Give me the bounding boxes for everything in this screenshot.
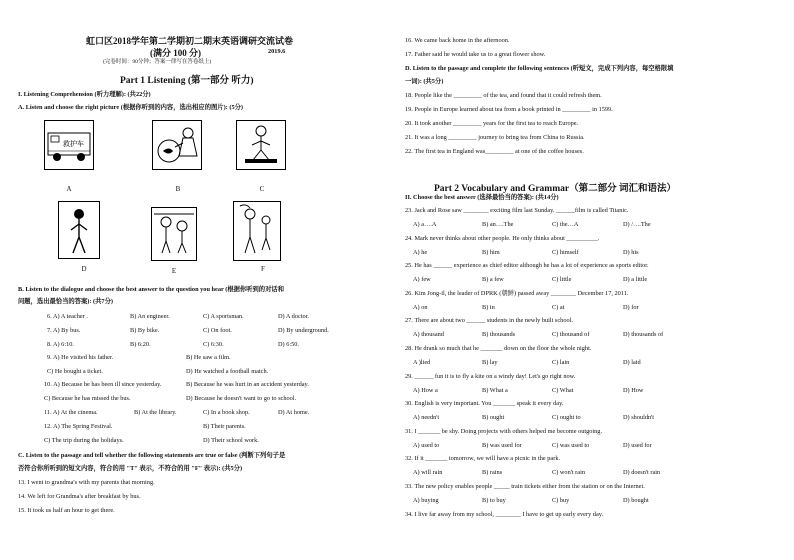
q9-option-c: C) He bought a ticket. [47,368,103,375]
question-30-option-d: D) shouldn't [623,414,655,422]
picture-label-b: B [175,185,181,193]
question-23-option-d: D) /….The [623,221,651,228]
q6-option-d: D) A doctor. [278,313,309,320]
picture-label-f: F [261,265,265,273]
q11-option-d: D) At home. [278,409,310,416]
q9-option-a: 9. A) He visited his father. [47,354,114,361]
q12-option-a: 12. A) The Spring Festival. [44,423,113,430]
question-24-option-d: D) his [623,248,639,256]
exam-date: 2019.6 [268,48,286,55]
q9-option-b: B) He saw a film. [186,354,231,361]
family-shopping-illustration [234,202,280,260]
section-b-instruction-2: 问题，选出最恰当的答案): (共7分) [18,298,113,305]
sentence-21: 21. It was a long _________ journey to bring tea from China to Russia. [405,134,585,141]
question-23-option-a: A) a….A [413,221,437,228]
question-32-option-d: D) doesn't rain [623,469,661,477]
section-d-instruction-1: D. Listen to the passage and complete the following sentences (听短文，完成下列内容，每空格限填 [405,65,674,72]
section-d-instruction-2: 一词): (共5分) [405,78,444,85]
q7-option-c: C) On foot. [203,327,232,334]
question-29-option-a: A) How a [413,386,438,394]
question-33-option-d: D) bought [623,497,649,504]
q11-option-b: B) At the library. [134,409,177,416]
picture-d [58,201,100,259]
statement-13: 13. I went to grandma's with my parents that morning. [18,479,155,486]
q10-option-c: C) Because he has missed the bus. [44,395,131,402]
question-23-option-b: B) an….The [482,221,514,228]
question-27-option-c: C) thousand of [552,331,590,339]
question-30-option-b: B) ought [482,414,505,422]
question-31-option-c: C) was used to [552,441,590,449]
q11-option-c: C) In a book shop. [203,409,250,416]
question-25-option-c: C) little [552,276,572,284]
question-25-option-a: A) few [413,276,431,284]
q6-option-b: B) An engineer. [130,313,170,320]
question-30-option-a: A) needn't [413,414,440,422]
question-30: 30. English is very important. You _______ speak it every day. [405,400,564,408]
question-28-option-d: D) laid [623,359,641,366]
statement-15: 15. It took us half an hour to get there. [18,507,115,514]
question-32-option-c: C) won't rain [552,469,585,477]
exam-title: 虹口区2018学年第二学期初二期末英语调研交流试卷 [86,36,294,46]
question-29: 29. ______ fun it is to fly a kite on a windy day! Let's go right now. [405,372,576,380]
question-25: 25. He has ______ experience as chief editor although he has a lot of experience as sports editor. [405,262,649,270]
question-31-option-b: B) was used for [482,441,522,449]
question-27-option-a: A) thousand [413,331,444,339]
sentence-22: 22. The first tea in England was_________ at one of the coffee houses. [405,148,584,155]
section-c-instruction-1: C. Listen to the passage and tell whether the following statements are true or false (判断下列句子是 [18,452,286,459]
section-b-instruction-1: B. Listen to the dialogue and choose the best answer to the question you hear (根据你听到的对话和 [18,286,284,293]
picture-a [44,120,94,170]
question-33-option-b: B) to buy [482,497,506,504]
question-28-option-a: A )lied [413,359,431,366]
q12-option-d: D) Their school work. [203,437,259,444]
question-26-option-b: B) in [482,303,495,311]
question-33-option-a: A) buying [413,497,439,504]
picture-label-c: C [259,185,265,193]
q8-option-a: 8. A) 6:10. [47,341,74,348]
sentence-19: 19. People in Europe learned about tea from a book printed in _________ in 1599. [405,106,613,113]
statement-16: 16. We came back home in the afternoon. [405,37,510,44]
q7-option-d: D) By underground. [278,327,329,334]
question-32-option-b: B) rains [482,469,503,477]
question-23-option-c: C) the…A [552,221,579,228]
section-ii-heading: II. Choose the best answer (选择最恰当的答案): (共14分) [405,194,559,201]
q9-option-d: D) He watched a football match. [186,368,269,375]
question-34: 34. I live far away from my school, ________ I have to get up early every day. [405,511,604,518]
question-28-option-c: C) lain [552,359,570,366]
picture-label-d: D [81,265,87,273]
q7-option-b: B) By bike. [130,327,160,334]
q6-option-a: 6. A) A teacher . [47,313,88,320]
sentence-18: 18. People like the _________ of the tea, and found that it could refresh them. [405,92,602,99]
question-29-option-c: C) What [552,386,574,394]
question-27: 27. There are about two ______ students in the newly built school. [405,317,573,325]
question-28: 28. He drank so much that he _______ down on the floor the whole night. [405,345,592,352]
q12-option-c: C) The trip during the holidays. [44,437,124,444]
question-25-option-d: D) a little [623,276,648,284]
question-33: 33. The new policy enables people _____ train tickets either from the station or on the Internet. [405,483,645,490]
part2-heading: Part 2 Vocabulary and Grammar（第二部分 词汇和语法） [434,184,676,194]
picture-b [152,120,202,170]
question-25-option-b: B) a few [482,276,504,284]
q10-option-d: D) Because he doesn't want to go to school. [186,395,297,402]
children-playing-illustration [152,208,196,260]
question-33-option-c: C) buy [552,497,570,504]
q8-option-c: C) 6:30. [203,341,224,348]
q10-option-b: B) Because he was hurt in an accident yesterday. [186,381,309,388]
section-a-instruction: A. Listen and choose the right picture (根据你听到的内容，选出相应的图片): (5分) [18,104,243,111]
q7-option-a: 7. A) By bus. [47,327,81,334]
question-31-option-d: D) used for [623,441,652,449]
question-26-option-a: A) on [413,303,428,311]
picture-label-e: E [171,267,177,275]
question-29-option-d: D) How [623,386,644,394]
question-24: 24. Mark never thinks about other people. He only thinks about __________. [405,234,600,242]
question-27-option-d: D) thousands of [623,331,664,339]
boy-sitting-illustration [237,121,285,169]
question-24-option-a: A) he [413,248,428,256]
q10-option-a: 10. A) Because he has been ill since yesterday. [44,381,162,388]
question-31-option-a: A) used to [413,441,440,449]
ambulance-sign-text: 救护车 [63,140,84,148]
q8-option-b: B) 6:20. [130,341,151,348]
ambulance-illustration [45,121,93,169]
statement-17: 17. Father said he would take us to a great flower show. [405,51,546,58]
fishbowl-girl-illustration [153,121,201,169]
q8-option-d: D) 6:50. [278,341,299,348]
question-32: 32. If it _______ tomorrow, we will have a picnic in the park. [405,455,561,463]
question-31: 31. I _______ be shy. Doing projects with others helped me become outgoing. [405,427,603,435]
injured-person-illustration [59,202,99,258]
section-i-heading: I. Listening Comprehension (听力理解): (共22分) [18,91,151,98]
exam-note: (完卷时间：90分钟；答案一律写在答卷纸上) [103,59,212,65]
picture-c [236,120,286,170]
question-23: 23. Jack and Rose saw ________ exciting film last Sunday. ______film is called Titanic. [405,207,629,214]
question-29-option-b: B) What a [482,386,508,394]
question-30-option-c: C) ought to [552,414,581,422]
picture-f [233,201,281,261]
question-24-option-c: C) himself [552,248,579,256]
picture-e [151,207,197,261]
full-score: (满分 100 分) [150,48,201,58]
question-28-option-b: B) lay [482,359,498,366]
picture-label-a: A [66,185,72,193]
section-c-instruction-2: 否符合你所听到的短文内容，符合的用 "T" 表示，不符合的用 "F" 表示): (共5分) [18,465,243,472]
question-32-option-a: A) will rain [413,469,443,477]
sentence-20: 20. It took another _________ years for the first tea to reach Europe. [405,120,579,127]
part1-heading: Part 1 Listening (第一部分 听力) [120,76,254,86]
question-26: 26. Kim Jong-il, the leader of DPRK (朝鲜) passed away ________ December 17, 2011. [405,289,629,297]
question-24-option-b: B) him [482,248,500,256]
question-26-option-d: D) for [623,303,639,311]
q11-option-a: 11. A) At the cinema. [44,409,98,416]
statement-14: 14. We left for Grandma's after breakfast by bus. [18,493,141,500]
question-27-option-b: B) thousands [482,331,516,339]
q6-option-c: C) A sportsman. [203,313,244,320]
q12-option-b: B) Their parents. [203,423,246,430]
question-26-option-c: C) at [552,303,565,311]
